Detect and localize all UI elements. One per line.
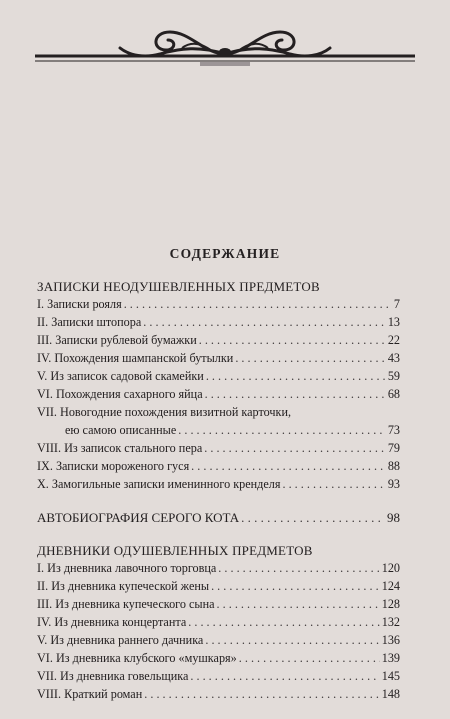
entry-page: 148	[381, 687, 400, 701]
entry-label: II. Записки штопора	[37, 315, 142, 329]
top-ornament	[0, 18, 450, 78]
section-heading: ДНЕВНИКИ ОДУШЕВЛЕННЫХ ПРЕДМЕТОВ	[37, 543, 313, 558]
toc-entry	[37, 459, 400, 476]
entry-label: V. Из дневника раннего дачника	[37, 633, 204, 647]
entry-page: 139	[381, 651, 400, 665]
leader-dots	[211, 579, 380, 594]
toc-entry	[37, 597, 400, 614]
toc-section-entry	[37, 510, 400, 527]
toc-entry	[37, 477, 400, 494]
leader-dots	[204, 441, 386, 456]
leader-dots	[199, 333, 386, 348]
leader-dots	[124, 297, 392, 312]
toc-entry	[37, 633, 400, 650]
toc-entry	[37, 669, 400, 686]
entry-label: VIII. Краткий роман	[37, 687, 143, 701]
toc-entry	[37, 369, 400, 386]
entry-label: VII. Новогодние похождения визитной карточки,	[37, 405, 292, 419]
entry-page: 79	[387, 441, 400, 455]
entry-label: V. Из записок садовой скамейки	[37, 369, 204, 383]
entry-page: 73	[387, 423, 400, 437]
entry-label: IV. Из дневника концертанта	[37, 615, 187, 629]
leader-dots	[239, 651, 380, 666]
leader-dots	[241, 510, 385, 526]
entry-page: 145	[381, 669, 400, 683]
toc-entry	[37, 387, 400, 404]
leader-dots	[217, 597, 380, 612]
leader-dots	[206, 369, 386, 384]
leader-dots	[218, 561, 379, 576]
entry-page: 124	[381, 579, 400, 593]
toc-entry	[37, 579, 400, 596]
leader-dots	[205, 387, 386, 402]
entry-label: I. Из дневника лавочного торговца	[37, 561, 217, 575]
entry-page: 120	[381, 561, 400, 575]
page-title: СОДЕРЖАНИЕ	[169, 246, 281, 261]
entry-label: II. Из дневника купеческой жены	[37, 579, 210, 593]
leader-dots	[190, 669, 379, 684]
toc-entry	[37, 297, 400, 314]
leader-dots	[144, 687, 379, 702]
leader-dots	[191, 459, 386, 474]
section-heading: ЗАПИСКИ НЕОДУШЕВЛЕННЫХ ПРЕДМЕТОВ	[37, 279, 320, 294]
section-heading: АВТОБИОГРАФИЯ СЕРОГО КОТА	[37, 510, 240, 525]
entry-page: 43	[387, 351, 400, 365]
entry-label: IX. Записки мороженого гуся	[37, 459, 190, 473]
leader-dots	[178, 423, 386, 438]
toc-entry	[37, 333, 400, 350]
entry-page: 98	[387, 510, 400, 525]
entry-page: 68	[387, 387, 400, 401]
toc-entry	[37, 615, 400, 632]
entry-page: 13	[387, 315, 400, 329]
entry-label: III. Записки рублевой бумажки	[37, 333, 197, 347]
leader-dots	[188, 615, 379, 630]
entry-label: ею самою описанные	[65, 423, 177, 437]
leader-dots	[235, 351, 385, 366]
entry-page: 136	[381, 633, 400, 647]
entry-label: VI. Похождения сахарного яйца	[37, 387, 203, 401]
entry-page: 7	[393, 297, 400, 311]
entry-label: III. Из дневника купеческого сына	[37, 597, 215, 611]
leader-dots	[205, 633, 379, 648]
entry-label: VIII. Из записок стального пера	[37, 441, 203, 455]
entry-page: 59	[387, 369, 400, 383]
leader-dots	[282, 477, 385, 492]
toc-entry	[37, 687, 400, 704]
entry-label: VII. Из дневника говельщика	[37, 669, 189, 683]
toc-entry	[37, 351, 400, 368]
entry-page: 22	[387, 333, 400, 347]
toc-entry	[37, 405, 400, 422]
leader-dots	[143, 315, 386, 330]
entry-page: 132	[381, 615, 400, 629]
entry-label: IV. Похождения шампанской бутылки	[37, 351, 234, 365]
toc-entry	[37, 561, 400, 578]
entry-page: 88	[387, 459, 400, 473]
toc-entry	[37, 315, 400, 332]
entry-page: 93	[387, 477, 400, 491]
entry-label: VI. Из дневника клубского «мушкаря»	[37, 651, 237, 665]
entry-label: X. Замогильные записки именинного кренделя	[37, 477, 281, 491]
entry-label: I. Записки рояля	[37, 297, 122, 311]
entry-page: 128	[381, 597, 400, 611]
toc-entry-continuation	[65, 423, 400, 440]
toc-entry	[37, 441, 400, 458]
toc-entry	[37, 651, 400, 668]
